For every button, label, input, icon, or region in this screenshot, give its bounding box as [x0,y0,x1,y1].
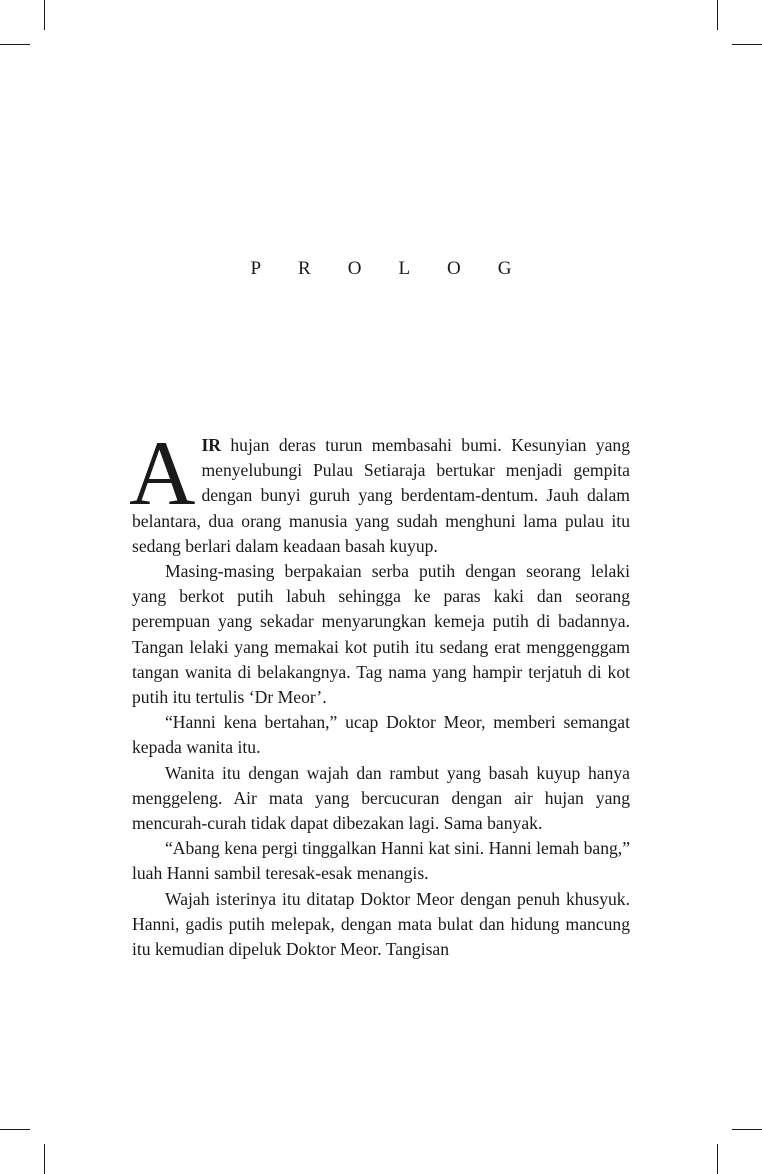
crop-mark-top-right-horizontal [732,44,762,45]
paragraph-1-text: hujan deras turun membasahi bumi. Kesunyian yang menyelubungi Pulau Setiaraja bertukar menjadi gempita dengan bunyi guruh yang berdentam-dentum. Jauh dalam belantara, dua orang manusia yang sudah menghuni lama pulau itu sedang berlari dalam keadaan basah kuyup. [132,435,630,556]
body-text [129,422,630,962]
crop-mark-top-left-vertical [44,0,45,30]
crop-mark-bottom-right-vertical [717,1144,718,1174]
paragraph-3: “Hanni kena bertahan,” ucap Doktor Meor, memberi semangat kepada wanita itu. [132,712,630,758]
paragraph-6: Wajah isterinya itu ditatap Doktor Meor dengan penuh khusyuk. Hanni, gadis putih melepak, dengan mata bulat dan hidung mancung itu kemudian dipeluk Doktor Meor. Tangisan [132,888,630,960]
paragraph-1 [129,422,630,559]
crop-mark-bottom-left-horizontal [0,1129,30,1130]
paragraph-5: “Abang kena pergi tinggalkan Hanni kat sini. Hanni lemah bang,” luah Hanni sambil teresak-esak menangis. [132,838,630,884]
paragraph-4: Wanita itu dengan wajah dan rambut yang basah kuyup hanya menggeleng. Air mata yang bercucuran dengan air hujan yang mencurah-curah tidak dapat dibezakan lagi. Sama banyak. [132,762,630,834]
crop-mark-top-left-horizontal [0,44,30,45]
lead-word: IR [201,435,222,455]
crop-mark-bottom-left-vertical [44,1144,45,1174]
chapter-title: PROLOG [250,258,549,279]
crop-mark-top-right-vertical [717,0,718,30]
drop-cap: A [129,422,196,524]
crop-mark-bottom-right-horizontal [732,1129,762,1130]
paragraph-2: Masing-masing berpakaian serba putih dengan seorang lelaki yang berkot putih labuh sehingga ke paras kaki dan seorang perempuan yang sekadar menyarungkan kemeja putih di badannya. Tangan lelaki yang memakai kot putih itu sedang erat menggenggam tangan wanita di belakangnya. Tag nama yang hampir terjatuh di kot putih itu tertulis ‘Dr Meor’. [132,561,630,708]
